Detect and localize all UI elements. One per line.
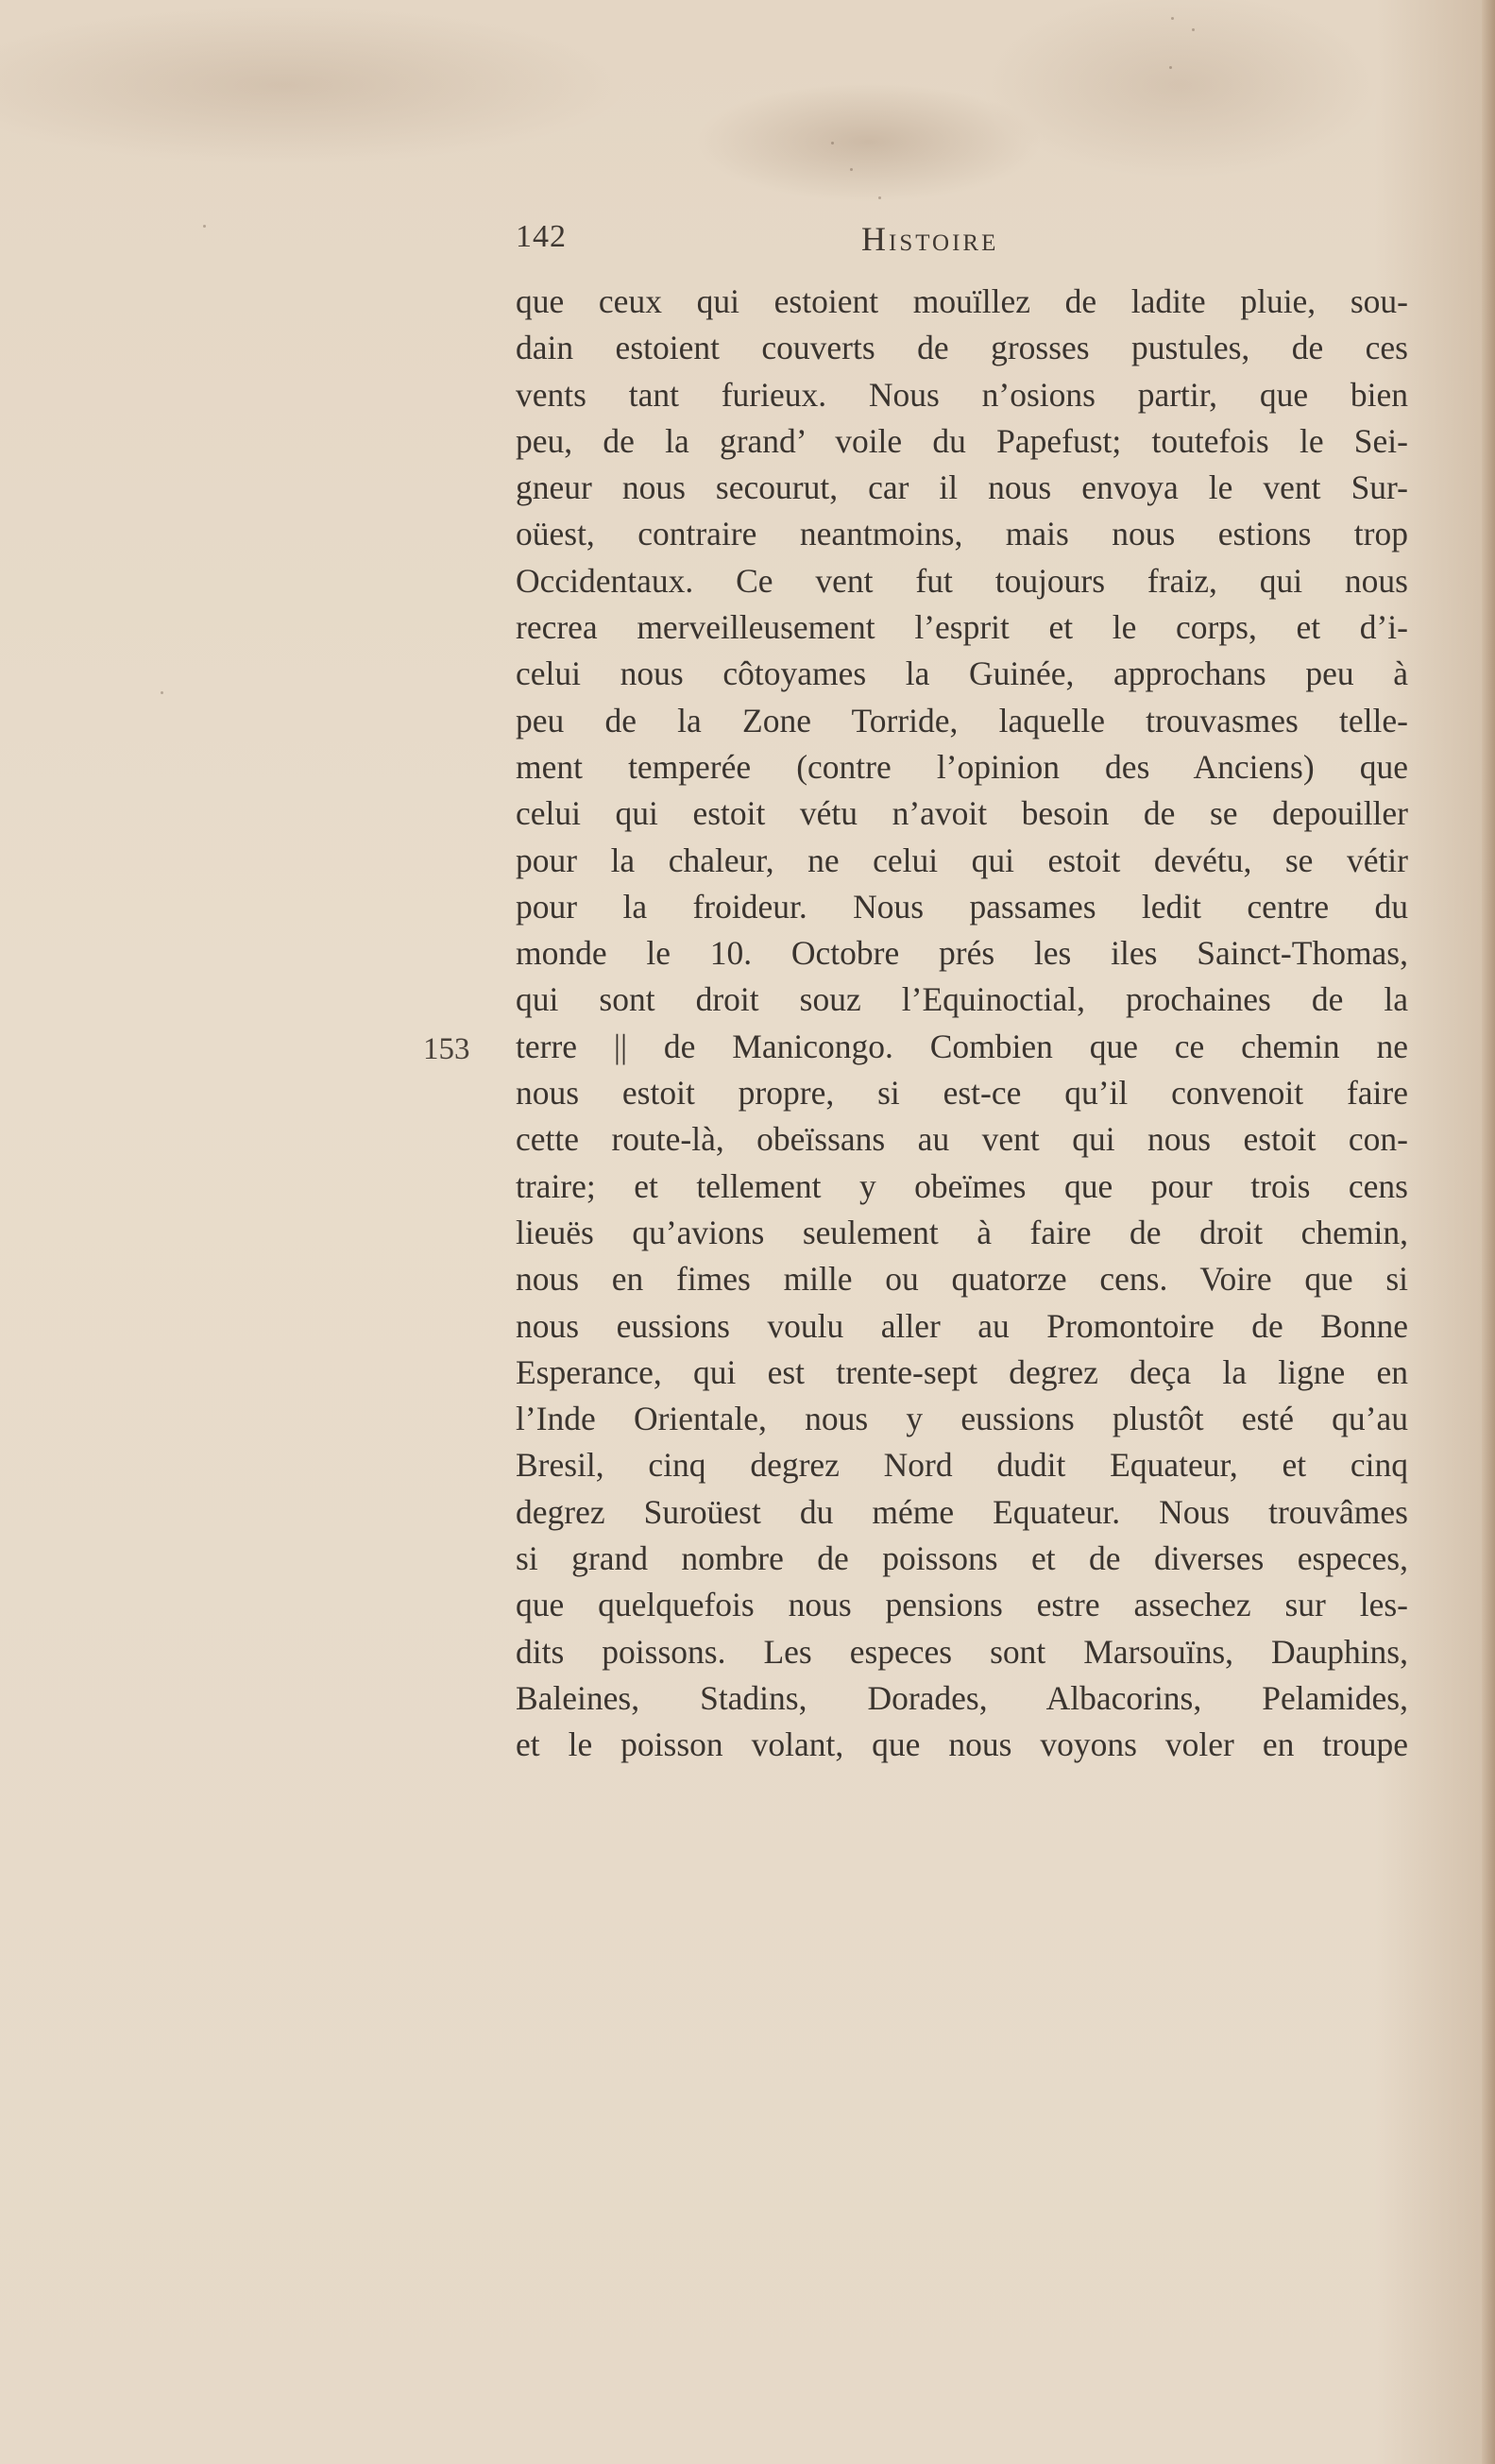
paper-speck [1171,17,1174,20]
text-line: celui nous côtoyames la Guinée, approchans peu à [516,654,1408,693]
text-line: pour la chaleur, ne celui qui estoit devétu, se vétir [516,841,1408,879]
text-line: Esperance, qui est trente-sept degrez deça la ligne en [516,1352,1408,1391]
text-line: lieuës qu’avions seulement à faire de droit chemin, [516,1213,1408,1251]
text-line: oüest, contraire neantmoins, mais nous estions trop [516,515,1408,553]
text-line: Occidentaux. Ce vent fut toujours fraiz, qui nous [516,561,1408,600]
text-line: vents tant furieux. Nous n’osions partir, que bien [516,375,1408,414]
text-line: nous en fimes mille ou quatorze cens. Voire que si [516,1260,1408,1299]
text-line: Bresil, cinq degrez Nord dudit Equateur, et cinq [516,1446,1408,1485]
page-number: 142 [516,219,567,254]
text-line: nous eussions voulu aller au Promontoire de Bonne [516,1306,1408,1345]
text-line: traire; et tellement y obeïmes que pour trois cens [516,1166,1408,1205]
paper-speck [1192,28,1195,31]
paper-speck [203,225,206,228]
text-line: cette route-là, obeïssans au vent qui nous estoit con- [516,1120,1408,1159]
text-line: que quelquefois nous pensions estre assechez sur les- [516,1586,1408,1624]
text-line: Baleines, Stadins, Dorades, Albacorins, Pelamides, [516,1678,1408,1717]
text-line: peu, de la grand’ voile du Papefust; toutefois le Sei- [516,421,1408,460]
text-line: et le poisson volant, que nous voyons voler en troupe [516,1725,1408,1764]
text-line: terre || de Manicongo. Combien que ce chemin ne [516,1027,1408,1065]
margin-page-reference: 153 [423,1032,470,1066]
text-line: si grand nombre de poissons et de diverses especes, [516,1539,1408,1578]
paper-speck [831,142,834,144]
text-line: pour la froideur. Nous passames ledit centre du [516,887,1408,926]
page-edge-shadow [1482,0,1495,2464]
text-line: l’Inde Orientale, nous y eussions plustôt esté qu’au [516,1400,1408,1438]
text-line: degrez Suroüest du méme Equateur. Nous trouvâmes [516,1492,1408,1531]
paper-speck [161,691,163,694]
text-line: que ceux qui estoient mouïllez de ladite pluie, sou- [516,282,1408,320]
body-text [516,279,1408,1769]
text-line: qui sont droit souz l’Equinoctial, prochaines de la [516,980,1408,1019]
text-line: nous estoit propre, si est-ce qu’il convenoit faire [516,1074,1408,1113]
text-line: dits poissons. Les especes sont Marsouïns, Dauphins, [516,1632,1408,1671]
running-header [516,219,1405,266]
paper-speck [878,196,881,199]
text-line: monde le 10. Octobre prés les iles Sainct-Thomas, [516,934,1408,973]
text-line: gneur nous secourut, car il nous envoya le vent Sur- [516,468,1408,507]
text-line: peu de la Zone Torride, laquelle trouvasmes telle- [516,701,1408,739]
text-line: recrea merveilleusement l’esprit et le corps, et d’i- [516,608,1408,647]
text-line: ment temperée (contre l’opinion des Anciens) que [516,747,1408,786]
paper-speck [850,168,853,171]
paper-speck [1169,66,1172,69]
running-title: Histoire [861,220,999,258]
text-line: dain estoient couverts de grosses pustules, de ces [516,329,1408,367]
text-line: celui qui estoit vétu n’avoit besoin de se depouiller [516,794,1408,833]
